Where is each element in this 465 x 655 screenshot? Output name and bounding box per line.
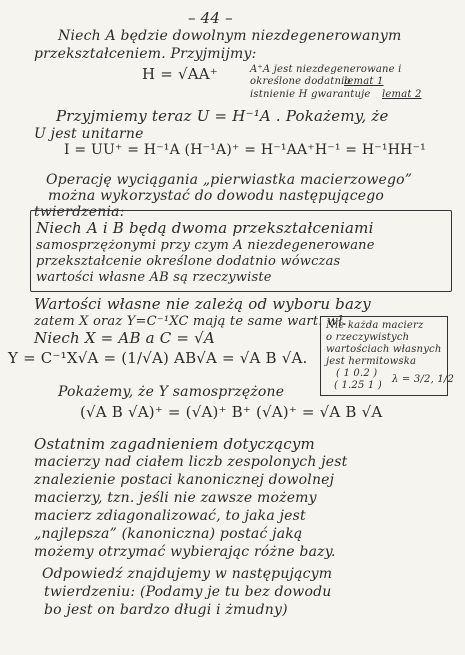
side-remark-line: o rzeczywistych: [326, 332, 410, 343]
text-line: „najlepsza” (kanoniczna) postać jaką: [34, 526, 303, 542]
theorem-line: samosprzężonymi przy czym A niezdegenerowane: [36, 238, 375, 253]
text-line: zatem X oraz Y=C⁻¹XC mają te same wart. wł.: [34, 314, 348, 329]
text-line: U jest unitarne: [34, 126, 144, 142]
text-line: bo jest on bardzo długi i żmudny): [44, 602, 288, 618]
text-line: macierzy nad ciałem liczb zespolonych jest: [34, 454, 348, 470]
side-remark-line: wartościach własnych: [326, 344, 442, 355]
text-line: Niech A będzie dowolnym niezdegenerowanym: [58, 28, 402, 44]
lemma-reference: lemat 2: [382, 89, 422, 100]
side-remark-line: jest hermitowska: [326, 356, 417, 367]
matrix-example: ( 1 0.2 ): [336, 368, 378, 379]
lemma-reference: lemat 1: [344, 76, 384, 87]
matrix-example: ( 1.25 1 ): [334, 380, 382, 391]
text-line: macierzy, tzn. jeśli nie zawsze możemy: [34, 490, 317, 506]
side-note: istnienie H gwarantuje: [250, 89, 371, 100]
text-line: macierz zdiagonalizować, to jaka jest: [34, 508, 306, 524]
text-line: Wartości własne nie zależą od wyboru bazy: [34, 295, 371, 313]
text-line: możemy otrzymać wybierając różne bazy.: [34, 544, 336, 560]
text-line: Pokażemy, że Y samosprzężone: [58, 384, 285, 400]
text-line: Niech X = AB a C = √A: [34, 329, 215, 347]
text-line: znalezienie postaci kanonicznej dowolnej: [34, 472, 335, 488]
equation-unitary: I = UU⁺ = H⁻¹A (H⁻¹A)⁺ = H⁻¹AA⁺H⁻¹ = H⁻¹HH⁻¹: [64, 142, 426, 158]
theorem-line: Niech A i B będą dwoma przekształceniami: [36, 219, 374, 237]
theorem-line: wartości własne AB są rzeczywiste: [36, 270, 272, 285]
equation-h: H = √AA⁺: [142, 65, 218, 83]
text-line: Odpowiedź znajdujemy w następującym: [42, 566, 333, 582]
text-line: twierdzenia:: [34, 204, 125, 220]
side-note: określone dodatnio: [250, 76, 351, 87]
text-line: można wykorzystać do dowodu następującego: [48, 188, 385, 204]
eigenvalues: λ = 3/2, 1/2: [392, 374, 455, 385]
theorem-line: przekształcenie określone dodatnio wówczas: [36, 254, 341, 269]
equation-self-adjoint: (√A B √A)⁺ = (√A)⁺ B⁺ (√A)⁺ = √A B √A: [80, 403, 383, 421]
text-line: Ostatnim zagadnieniem dotyczącym: [34, 435, 315, 453]
text-line: przekształceniem. Przyjmijmy:: [34, 46, 257, 62]
text-line: Przyjmiemy teraz U = H⁻¹A . Pokażemy, że: [56, 107, 389, 125]
text-line: Operację wyciągania „pierwiastka macierzowego”: [46, 172, 413, 188]
side-note: A⁺A jest niezdegenerowane i: [250, 64, 402, 75]
page-number: – 44 –: [188, 9, 233, 27]
text-line: twierdzeniu: (Podamy je tu bez dowodu: [44, 584, 332, 600]
equation-y: Y = C⁻¹X√A = (1/√A) AB√A = √A B √A.: [8, 349, 308, 367]
side-remark-line: Nie każda macierz: [326, 320, 424, 331]
